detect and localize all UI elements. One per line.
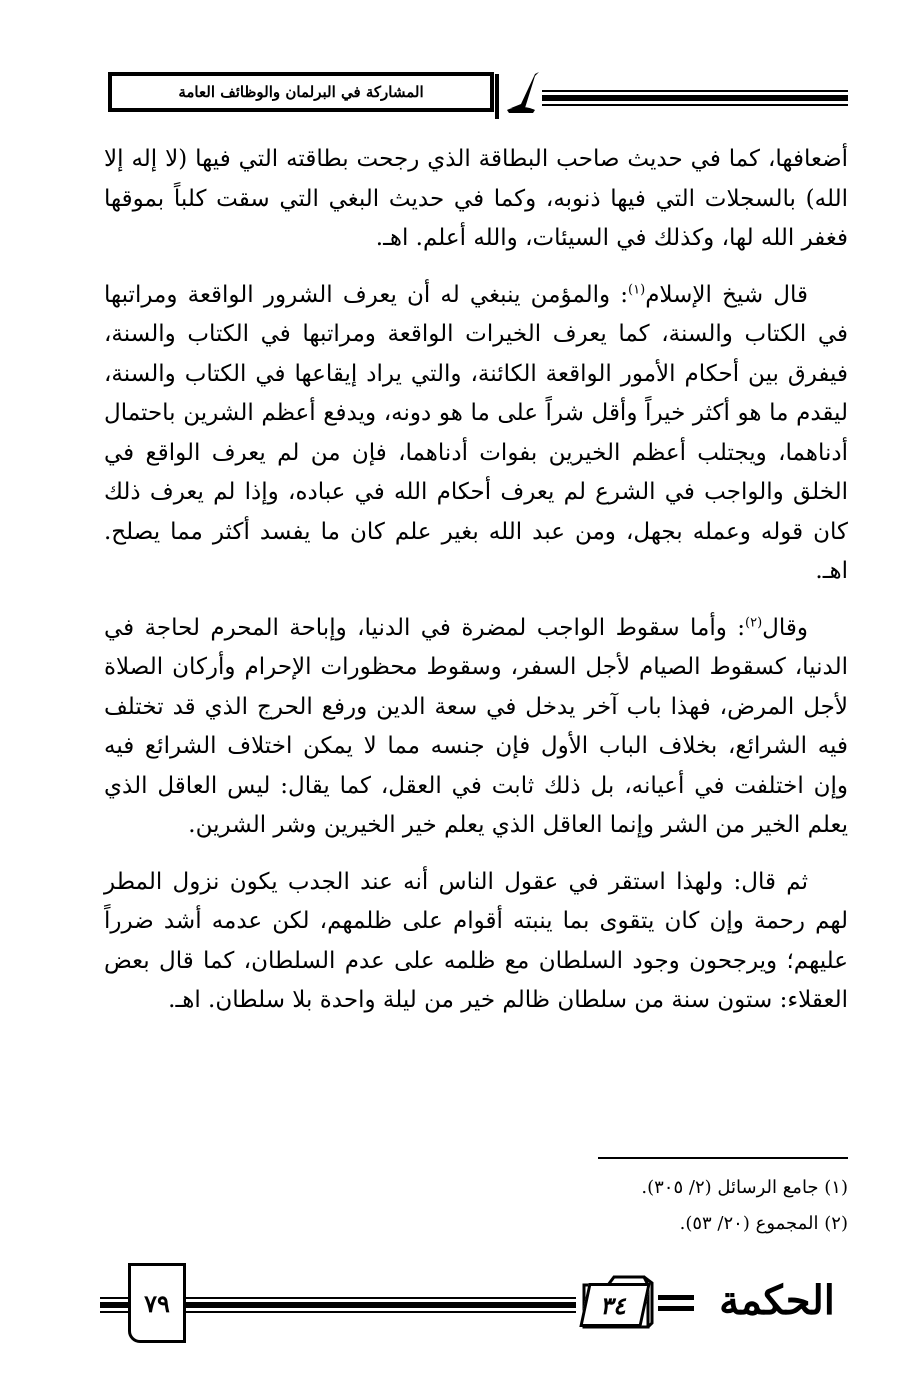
pen-icon (505, 68, 545, 114)
paragraph-3-text: وأما سقوط الواجب لمضرة في الدنيا، وإباحة المحرم لحاجة في الدنيا، كسقوط الصيام لأجل السفر، وسقوط محظورات الإحرام وأركان الصلاة لأجل المرض، فهذا باب آخر يدخل في سعة الدين ورفع الحرج الذي قد تختلف فيه الشرائع، بخلاف الباب الأول فإن جنسه مما لا يمكن اختلاف الشرائع فيه وإن اختلفت في أعيانه، بل ذلك ثابت في العقل، كما يقال: ليس العاقل الذي يعلم الخير من الشر وإنما العاقل الذي يعلم خير الخيرين وشر الشرين. (104, 614, 848, 838)
paragraph-3 (104, 609, 848, 846)
equals-sign (658, 1295, 694, 1317)
running-title: المشاركة في البرلمان والوظائف العامة (108, 72, 494, 112)
paragraph-3-lead: وقال (762, 614, 808, 641)
magazine-logo: الحكمة (719, 1277, 835, 1324)
footnote-ref-1: (١) (628, 281, 646, 297)
paragraph-2 (104, 276, 848, 592)
footnotes (348, 1170, 848, 1242)
paragraph-4: ثم قال: ولهذا استقر في عقول الناس أنه عند الجدب يكون نزول المطر لهم رحمة وإن كان يتقوى بما ينبته أقوام على ظلمهم، لكن عدمه أشد ضرراً عليهم؛ ويرجحون وجود السلطان مع ظلمه على عدم السلطان، كما قال بعض العقلاء: ستون سنة من سلطان ظالم خير من ليلة واحدة بلا سلطان. اهـ. (104, 868, 848, 1013)
footnote-ref-2: (٢) (745, 614, 763, 630)
page-body (104, 140, 848, 1038)
page-footer (100, 1255, 850, 1355)
footnote-1: (١) جامع الرسائل (٢/ ٣٠٥). (641, 1177, 848, 1198)
paragraph-2-text: والمؤمن ينبغي له أن يعرف الشرور الواقعة ومراتبها في الكتاب والسنة، كما يعرف الخيرات الواقعة ومراتبها في الكتاب والسنة، فيفرق بين أحكام الأمور الواقعة الكائنة، والتي يراد إيقاعها في الكتاب والسنة، ليقدم ما هو أكثر خيراً وأقل شراً على ما هو دونه، ويدفع أعظم الشرين باحتمال أدناهما، ويجتلب أعظم الخيرين بفوات أدناهما، فإن من لم يعرف الواقع في الخلق والواجب في الشرع لم يعرف أحكام الله في عباده، وإذا لم يعرف ذلك كان قوله وعمله بجهل، ومن عبد الله بغير علم كان ما يفسد أكثر مما يصلح. اهـ. (104, 281, 848, 584)
paragraph-3-separator: : (726, 614, 746, 641)
paragraph-2-lead: قال شيخ الإسلام (645, 281, 809, 308)
paragraph-2-separator: : (610, 281, 629, 308)
issue-number: ٣٤ (579, 1283, 650, 1327)
page-header (100, 68, 850, 120)
footnote-2: (٢) المجموع (٢٠/ ٥٣). (679, 1213, 848, 1234)
page-number: ٧٩ (128, 1263, 186, 1343)
footnote-divider (598, 1157, 848, 1159)
header-rule (542, 90, 848, 106)
paragraph-1: أضعافها، كما في حديث صاحب البطاقة الذي رجحت بطاقته التي فيها (لا إله إلا الله) بالسجلات التي فيها ذنوبه، وكما في حديث البغي التي سقت كلباً بموقها فغفر الله لها، وكذلك في السيئات، والله أعلم. اهـ. (104, 146, 848, 251)
